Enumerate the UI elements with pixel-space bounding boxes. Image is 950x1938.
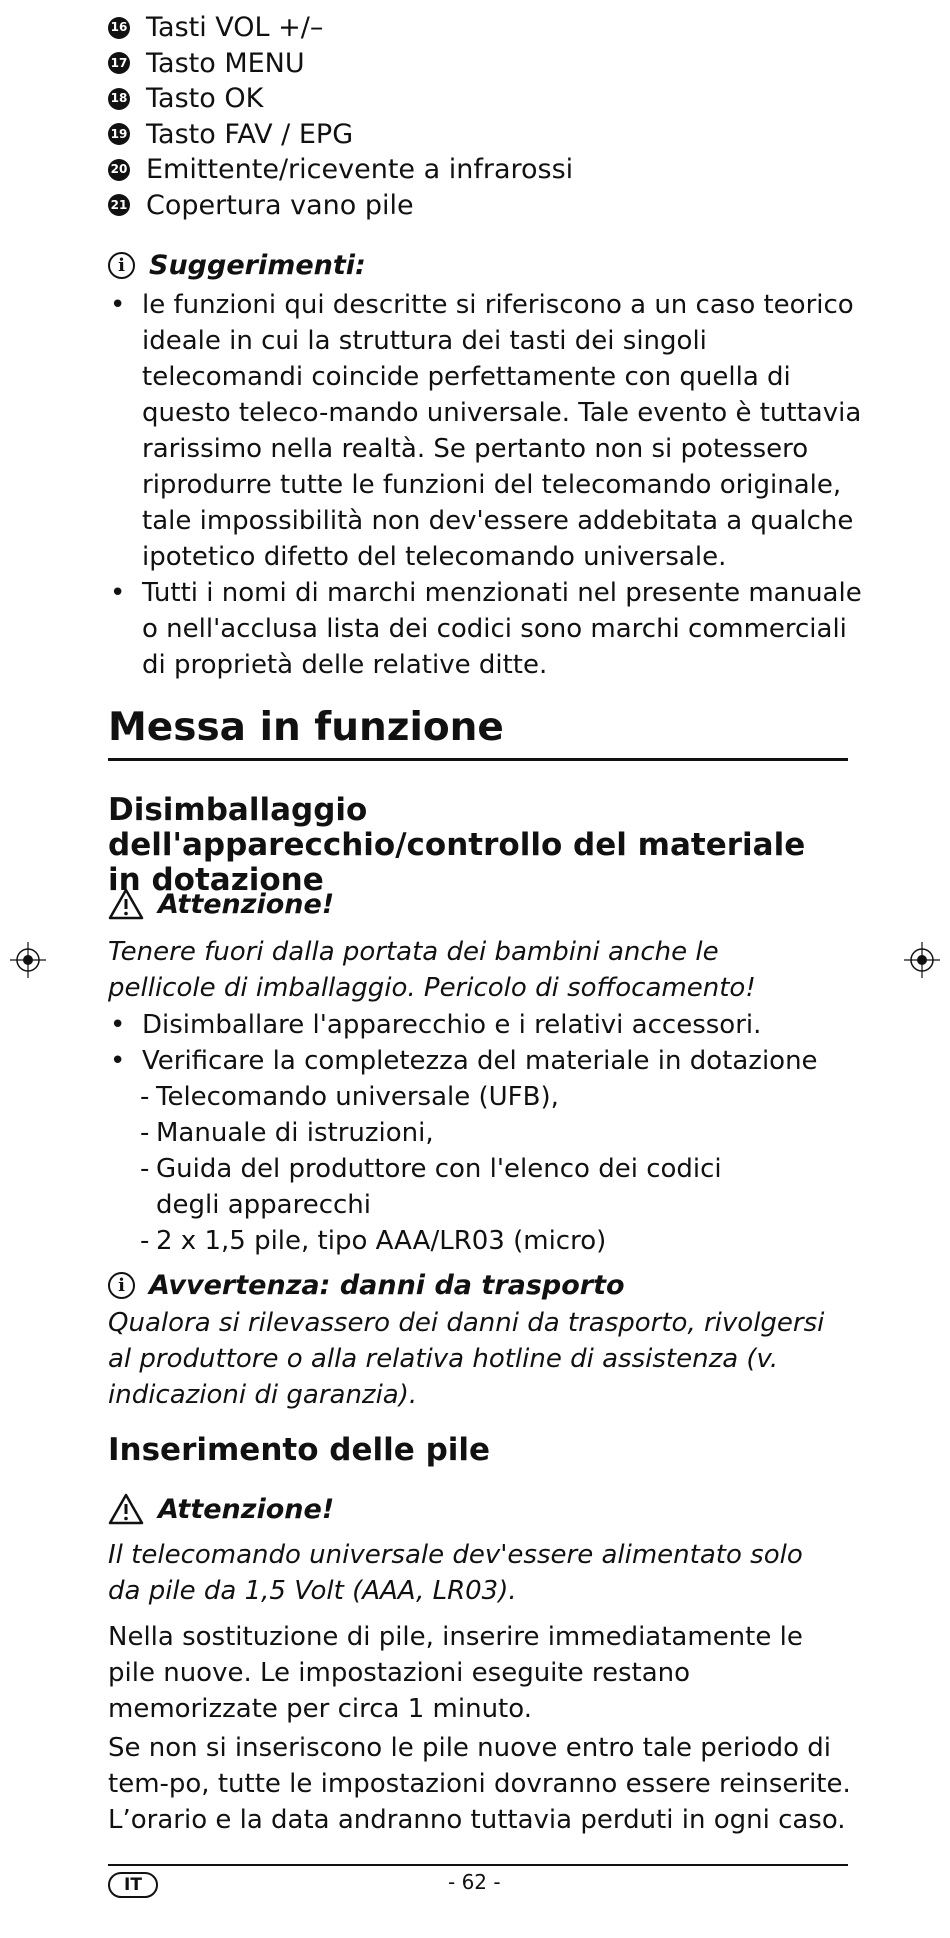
notice-title: Avvertenza: danni da trasporto xyxy=(149,1270,625,1301)
tips-list xyxy=(108,287,868,683)
footer-divider xyxy=(108,1864,848,1866)
section-title: Messa in funzione xyxy=(108,705,504,750)
legend-text: Copertura vano pile xyxy=(146,189,414,221)
registration-mark-icon xyxy=(10,942,46,978)
paragraph: Se non si inseriscono le pile nuove entro tale periodo di tem-po, tutte le impostazioni dovranno essere reinserite. L’orario e la data andranno tuttavia perduti in ogni caso. xyxy=(108,1733,851,1835)
warning-heading xyxy=(108,1493,334,1525)
warning-triangle-icon xyxy=(108,1493,144,1525)
warning-text: Tenere fuori dalla portata dei bambini anche le pellicole di imballaggio. Pericolo di soffocamento! xyxy=(108,937,756,1003)
legend-text: Tasto MENU xyxy=(146,47,305,79)
list-item: - Guida del produttore con l'elenco dei codici degli apparecchi xyxy=(140,1151,780,1223)
warning-heading xyxy=(108,888,334,920)
info-icon: i xyxy=(108,1272,135,1299)
list-item: - 2 x 1,5 pile, tipo AAA/LR03 (micro) xyxy=(140,1223,780,1259)
legend-item xyxy=(108,117,573,153)
list-item: - Manuale di istruzioni, xyxy=(140,1115,780,1151)
registration-mark-icon xyxy=(904,942,940,978)
contents-list xyxy=(140,1079,780,1259)
legend-number-badge: 19 xyxy=(108,123,130,145)
unpack-steps xyxy=(108,1007,868,1079)
section-divider xyxy=(108,758,848,761)
legend-number-badge: 18 xyxy=(108,88,130,110)
legend-number-badge: 17 xyxy=(108,52,130,74)
legend-text: Tasto OK xyxy=(146,83,264,114)
legend-number-badge: 21 xyxy=(108,194,130,216)
info-icon: i xyxy=(108,252,135,279)
warning-title: Attenzione! xyxy=(158,1493,335,1525)
warning-title: Attenzione! xyxy=(158,888,335,920)
legend-text: Emittente/ricevente a infrarossi xyxy=(146,154,574,185)
list-item: - Telecomando universale (UFB), xyxy=(140,1079,780,1115)
subsection-title: Inserimento delle pile xyxy=(108,1432,491,1468)
list-item: • Verificare la completezza del materiale in dotazione xyxy=(108,1043,868,1079)
tips-heading xyxy=(108,250,366,281)
legend-item xyxy=(108,188,573,224)
component-legend xyxy=(108,10,573,223)
language-badge: IT xyxy=(108,1872,158,1898)
legend-item xyxy=(108,152,573,188)
legend-number-badge: 16 xyxy=(108,17,130,39)
tips-title: Suggerimenti: xyxy=(149,250,366,281)
paragraph: Nella sostituzione di pile, inserire immediatamente le pile nuove. Le impostazioni eseguite restano memorizzate per circa 1 minuto. xyxy=(108,1622,803,1724)
list-item: • Tutti i nomi di marchi menzionati nel presente manuale o nell'acclusa lista dei codici sono marchi commerciali di proprietà delle relative ditte. xyxy=(108,575,868,683)
legend-item xyxy=(108,46,573,82)
legend-item xyxy=(108,10,573,46)
list-item: • le funzioni qui descritte si riferiscono a un caso teorico ideale in cui la struttura dei tasti dei singoli telecomandi coincide perfettamente con quella di questo teleco-mando universale. Tale evento è tuttavia rarissimo nella realtà. Se pertanto non si potessero riprodurre tutte le funzioni del telecomando originale, tale impossibilità non dev'essere addebitata a qualche ipotetico difetto del telecomando universale. xyxy=(108,287,868,575)
notice-text: Qualora si rilevassero dei danni da trasporto, rivolgersi al produttore o alla relativa hotline di assistenza (v. indicazioni di garanzia). xyxy=(108,1308,825,1410)
notice-heading xyxy=(108,1270,625,1301)
list-item: • Disimballare l'apparecchio e i relativi accessori. xyxy=(108,1007,868,1043)
warning-text: Il telecomando universale dev'essere alimentato solo da pile da 1,5 Volt (AAA, LR03). xyxy=(108,1540,803,1606)
warning-triangle-icon xyxy=(108,888,144,920)
legend-text: Tasti VOL +/– xyxy=(146,12,324,43)
subsection-title: Disimballaggio dell'apparecchio/controllo del materiale in dotazione xyxy=(108,792,806,898)
legend-number-badge: 20 xyxy=(108,159,130,181)
legend-item xyxy=(108,81,573,117)
legend-text: Tasto FAV / EPG xyxy=(146,118,354,150)
page-number: - 62 - xyxy=(448,1870,501,1894)
